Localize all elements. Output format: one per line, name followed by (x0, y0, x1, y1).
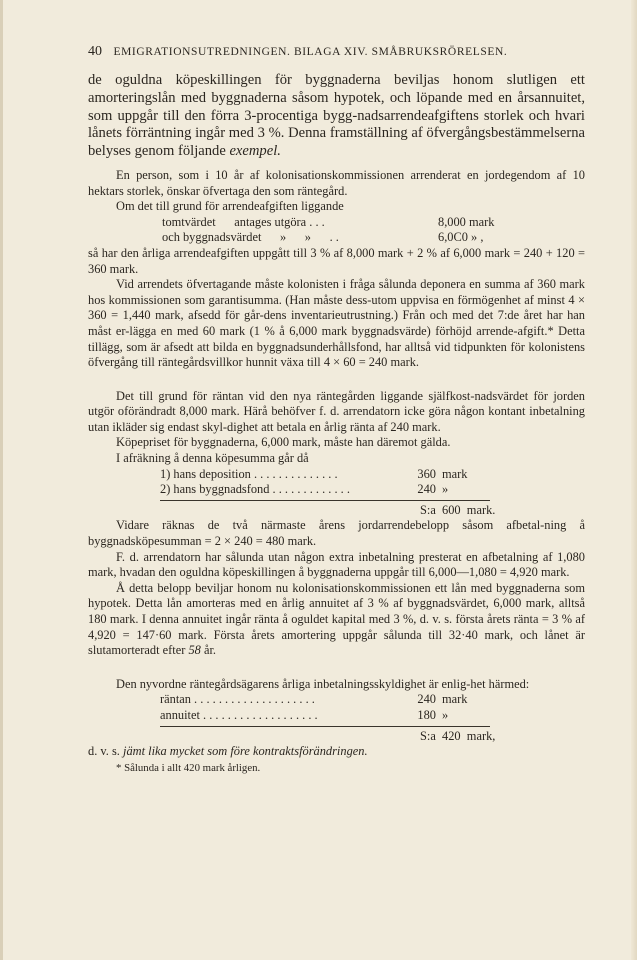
sum-rule (160, 500, 490, 501)
section2-p5: F. d. arrendatorn har sålunda utan någon extra inbetalning presterat en afbetalning af 1,080 mark, hvadan den oguldna köpeskillingen å byggnaderna uppgår till 6,000—1,080 = 4,920 mark. (88, 549, 585, 580)
section2-p2: Köpepriset för byggnaderna, 6,000 mark, måste han däremot gälda. (116, 435, 451, 450)
years-emphasis: 58 (188, 643, 201, 658)
example-p2: Om det till grund för arrendeafgiften liggande (116, 199, 344, 214)
closing-emphasis: jämt lika mycket som före kontraktsförändringen. (123, 744, 368, 759)
sum-total: S:a 600 mark. (420, 502, 496, 517)
intro-paragraph: de oguldna köpeskillingen för byggnaderna beviljas honom slutligen ett amorteringslån med byggnaderna såsom hypotek, och löpande med en årsannuitet, som uppgår till den förra 3-procentiga bygg-nadsarrendeafgiftens storlek och hvari lånets förräntning ingår med 3 %. Denna framställning af öfvergångsbestämmelserna belyses genom följande exempel. (88, 72, 585, 160)
section3-p1: Den nyvordne räntegårdsägarens årliga inbetalningsskyldighet är enlig-het härmed: (116, 676, 530, 691)
calc-row-tomtvardet: tomtvärdet antages utgöra . . . 8,000 mark (162, 214, 495, 229)
intro-emphasis: exempel. (229, 143, 281, 160)
running-header (88, 44, 558, 60)
intro-section (88, 72, 585, 161)
deposit-table (160, 467, 490, 498)
section2-p1: Det till grund för räntan vid den nya räntegården liggande själfkost-nadsvärdet för jorden utgör oförändradt 8,000 mark. Härå behöfver f. d. arrendatorn icke göra någon kontant inbetalning utan ikläder sig endast skyl-dighet att betala en årlig ränta af 240 mark. (88, 388, 585, 434)
section-3 (88, 677, 585, 775)
section2-p6: Å detta belopp beviljar honom nu kolonisationskommissionen ett lån med byggnaderna som hypotek. Detta lån amorteras med en årlig annuitet af 3 % af byggnadsvärdet, 6,000 mark, alltså 180 mark. I denna annuitet ingår ränta å oguldet kapital med 3 %, d. v. s. första årets ränta = 3 % af 4,920 = 147·60 mark. Första årets amortering uppgår sålunda till 32·40 mark, och lånet är slutamorteradt efter 58 år. (88, 580, 585, 658)
example-p1: En person, som i 10 år af kolonisationskommissionen arrenderat en jordegendom af 10 hektars storlek, önskar öfvertaga den som räntegård. (88, 167, 585, 198)
sum-rule (160, 726, 490, 727)
section2-p4: Vidare räknas de två närmaste årens jordarrendebelopp såsom afbetal-ning å byggnadsköpesumman = 2 × 240 = 480 mark. (88, 518, 585, 549)
calc-row-byggnadsvardet: och byggnadsvärdet » » . . 6,0C0 » , (162, 230, 484, 245)
section2-p3: I afräkning å denna köpesumma går då (116, 451, 309, 466)
table-row: 1) hans deposition . . . . . . . . . . . . . . 360 mark (160, 466, 468, 481)
table-row: räntan . . . . . . . . . . . . . . . . . . . . 240 mark (160, 692, 468, 707)
payment-table (160, 692, 490, 723)
section-2 (88, 389, 585, 659)
page-edge-left (0, 0, 3, 960)
table-row: 2) hans byggnadsfond . . . . . . . . . . . . . 240 » (160, 482, 449, 497)
example-p4: Vid arrendets öfvertagande måste kolonisten i fråga sålunda deponera en summa af 360 mark hos kommissionen som garantisumma. (Han måste dess-utom uppvisa en förmögenhet af minst 4 × 360 = 1,440 mark, afsedd för går-dens inventarieutrustning.) Från och med det 7:de året har han måst er-lägga en med 60 mark (1 % å 6,000 mark byggnadsvärde) förhöjd arrende-afgift.* Detta tillägg, som är afsedt att bilda en byggnadsunderhållsfond, har alltså vid tidpunkten för kolonistens öfvergång till räntegårdsvillkor hunnit växa till 4 × 60 = 240 mark. (88, 277, 585, 370)
sum-total: S:a 420 mark, (420, 728, 496, 743)
running-title: EMIGRATIONSUTREDNINGEN. BILAGA XIV. SMÅBRUKSRÖRELSEN. (113, 46, 508, 58)
page-number: 40 (88, 44, 102, 59)
closing-line: d. v. s. jämt lika mycket som före kontraktsförändringen. (88, 744, 368, 759)
body-text (88, 72, 585, 775)
footnote: * Sålunda i allt 420 mark årligen. (116, 761, 261, 774)
example-section (88, 168, 585, 371)
example-p3: så har den årliga arrendeafgiften uppgått till 3 % af 8,000 mark + 2 % af 6,000 mark = 240 + 120 = 360 mark. (88, 245, 585, 276)
table-row: annuitet . . . . . . . . . . . . . . . . . . . 180 » (160, 707, 449, 722)
page-edge-right (631, 0, 637, 960)
